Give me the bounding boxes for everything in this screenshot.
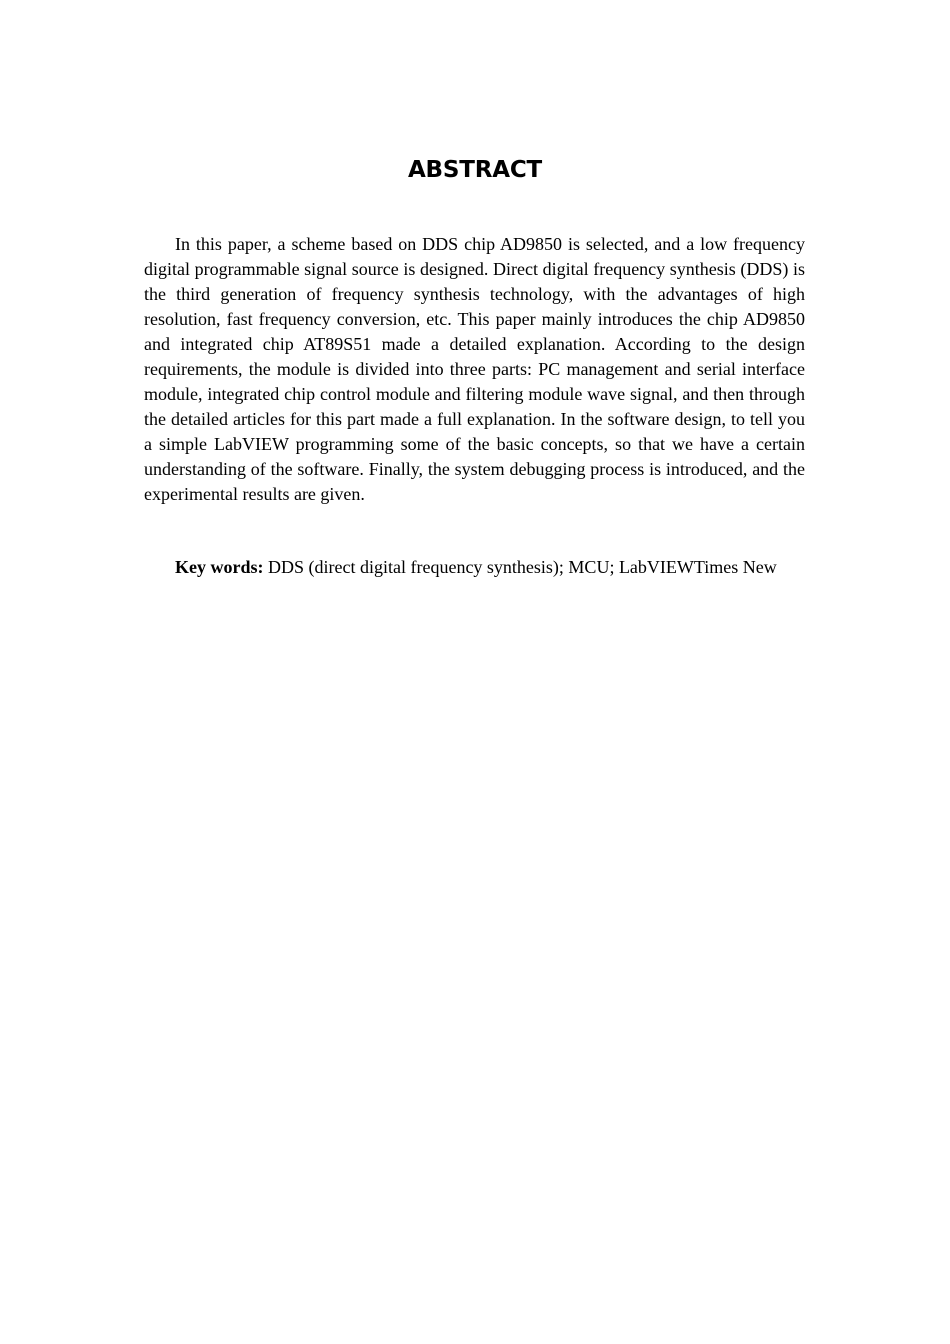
keywords-paragraph [144,555,805,580]
abstract-title: ABSTRACT [407,157,543,183]
abstract-paragraph: In this paper, a scheme based on DDS chip AD9850 is selected, and a low frequency digital programmable signal source is designed. Direct digital frequency synthesis (DDS) is the third generation of frequency synthesis technology, with the advantages of high resolution, fast frequency conversion, etc. This paper mainly introduces the chip AD9850 and integrated chip AT89S51 made a detailed explanation. According to the design requirements, the module is divided into three parts: PC management and serial interface module, integrated chip control module and filtering module wave signal, and then through the detailed articles for this part made a full explanation. In the software design, to tell you a simple LabVIEW programming some of the basic concepts, so that we have a certain understanding of the software. Finally, the system debugging process is introduced, and the experimental results are given. [144,234,805,504]
keywords-text: DDS (direct digital frequency synthesis); MCU; LabVIEWTimes New [268,557,777,577]
keywords-label: Key words: [175,557,264,577]
